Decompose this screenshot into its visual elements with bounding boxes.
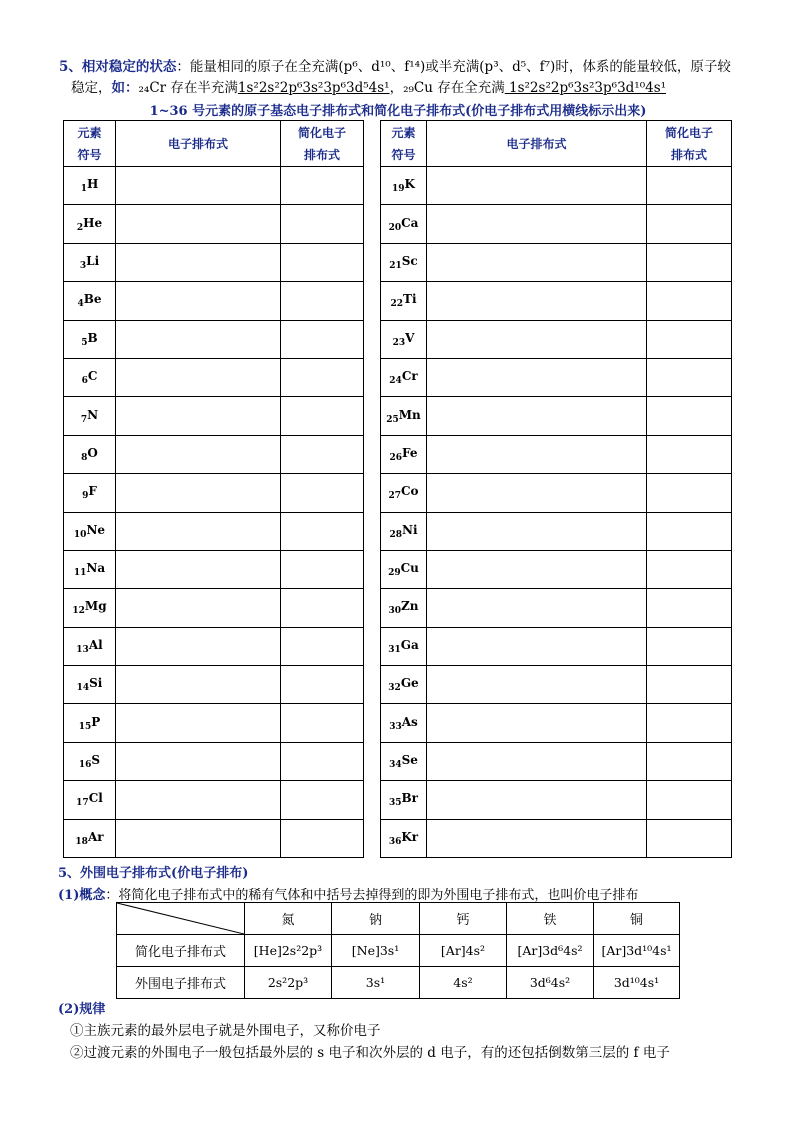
- header-element: 元素 符号: [64, 121, 116, 167]
- atomic-number: 22: [390, 299, 404, 310]
- config-value: [He]2s²2p³: [245, 935, 332, 967]
- symbol-text: Al: [88, 637, 103, 652]
- config-value: [Ar]3d⁶4s²: [507, 935, 594, 967]
- rule-2: ②过渡元素的外围电子一般包括最外层的 s 电子和次外层的 d 电子，有的还包括倒数第三层的 f 电子: [70, 1045, 670, 1061]
- short-config-cell[interactable]: [281, 742, 364, 780]
- atomic-number: 16: [78, 760, 92, 771]
- config-cell[interactable]: [427, 205, 647, 243]
- element-row: [381, 627, 732, 665]
- intro-text-2: 稳定，: [71, 80, 112, 96]
- element-column-header: 钠: [332, 903, 420, 935]
- atomic-number: 31: [388, 644, 401, 655]
- short-config-cell[interactable]: [281, 243, 364, 281]
- symbol-text: Fe: [402, 445, 418, 460]
- short-config-cell[interactable]: [647, 435, 732, 473]
- symbol-text: Ar: [87, 829, 104, 844]
- element-symbol: [381, 435, 427, 473]
- element-symbol: [381, 704, 427, 742]
- element-symbol: [64, 358, 116, 396]
- element-symbol: [64, 474, 116, 512]
- atomic-number: 24: [389, 376, 402, 387]
- atomic-number: 23: [392, 337, 406, 348]
- element-row: [381, 205, 732, 243]
- atomic-number: 29: [388, 568, 401, 579]
- element-table-right: [380, 120, 732, 858]
- config-cell[interactable]: [427, 512, 647, 550]
- rules-label: (2)规律: [58, 1002, 106, 1017]
- element-symbol: [64, 512, 116, 550]
- element-row: [381, 320, 732, 358]
- config-cell[interactable]: [427, 435, 647, 473]
- element-symbol: [381, 167, 427, 205]
- config-value: 3d⁶4s²: [507, 967, 594, 999]
- symbol-text: Li: [86, 253, 100, 268]
- element-row: [381, 167, 732, 205]
- element-row: [381, 282, 732, 320]
- element-row: [64, 589, 364, 627]
- element-symbol: [64, 589, 116, 627]
- atomic-number: 9: [82, 491, 89, 502]
- config-cell[interactable]: [427, 819, 647, 857]
- atomic-number: 19: [392, 184, 405, 195]
- element-symbol: [64, 282, 116, 320]
- short-config-cell[interactable]: [647, 167, 732, 205]
- element-row: [64, 512, 364, 550]
- concept-text: ：将简化电子排布式中的稀有气体和中括号去掉得到的即为外围电子排布式，也叫价电子排布: [105, 888, 639, 903]
- element-row: [381, 781, 732, 819]
- config-value: 4s²: [420, 967, 507, 999]
- short-config-cell[interactable]: [281, 589, 364, 627]
- short-config-cell[interactable]: [281, 666, 364, 704]
- symbol-text: H: [86, 177, 99, 192]
- config-cell[interactable]: [116, 397, 281, 435]
- intro-line-1: [59, 58, 749, 76]
- short-config-cell[interactable]: [281, 397, 364, 435]
- element-symbol: [381, 781, 427, 819]
- element-column-header: 铁: [507, 903, 594, 935]
- element-row: [381, 474, 732, 512]
- atomic-number: 2: [76, 222, 84, 233]
- table-header-row: [64, 121, 364, 167]
- symbol-text: N: [87, 407, 99, 422]
- row-label: 简化电子排布式: [117, 935, 245, 967]
- valence-table: [116, 902, 680, 999]
- element-symbol: [64, 627, 116, 665]
- config-cell[interactable]: [427, 742, 647, 780]
- atomic-number: 27: [388, 491, 401, 502]
- atomic-number: 5: [81, 337, 88, 348]
- config-cell[interactable]: [427, 282, 647, 320]
- diagonal-header-cell: [117, 903, 245, 935]
- intro-number: 5、: [59, 59, 82, 75]
- element-row: [381, 512, 732, 550]
- element-symbol: [381, 474, 427, 512]
- config-value: 2s²2p³: [245, 967, 332, 999]
- short-config-cell[interactable]: [647, 243, 732, 281]
- element-row: [381, 397, 732, 435]
- atomic-number: 20: [388, 222, 402, 233]
- short-config-cell[interactable]: [647, 704, 732, 742]
- symbol-text: Ga: [400, 637, 419, 652]
- symbol-text: Ne: [86, 522, 106, 537]
- element-symbol: [381, 282, 427, 320]
- config-cell[interactable]: [116, 550, 281, 588]
- element-symbol: [381, 627, 427, 665]
- symbol-text: Ca: [401, 215, 419, 230]
- short-config-cell[interactable]: [281, 435, 364, 473]
- short-config-cell[interactable]: [281, 474, 364, 512]
- atomic-number: 26: [389, 452, 403, 463]
- symbol-text: Mg: [84, 599, 107, 614]
- config-cell[interactable]: [116, 435, 281, 473]
- config-cell[interactable]: [116, 589, 281, 627]
- valence-row: [117, 935, 680, 967]
- element-row: [64, 550, 364, 588]
- element-row: [64, 474, 364, 512]
- element-symbol: [381, 666, 427, 704]
- atomic-number: 10: [73, 529, 87, 540]
- row-label: 外围电子排布式: [117, 967, 245, 999]
- section-valence-title: 5、外围电子排布式(价电子排布): [58, 866, 249, 881]
- element-row: [381, 358, 732, 396]
- symbol-text: Se: [401, 753, 418, 768]
- symbol-text: Zn: [401, 599, 419, 614]
- element-symbol: [64, 819, 116, 857]
- short-config-cell[interactable]: [281, 512, 364, 550]
- short-config-cell[interactable]: [281, 282, 364, 320]
- short-config-cell[interactable]: [281, 550, 364, 588]
- config-cell[interactable]: [427, 781, 647, 819]
- symbol-text: O: [87, 445, 98, 460]
- config-cell[interactable]: [427, 550, 647, 588]
- short-config-cell[interactable]: [647, 742, 732, 780]
- config-cell[interactable]: [116, 704, 281, 742]
- element-row: [64, 627, 364, 665]
- symbol-text: Ge: [400, 676, 419, 691]
- symbol-text: Kr: [401, 829, 419, 844]
- config-value: 3s¹: [332, 967, 420, 999]
- element-row: [64, 320, 364, 358]
- symbol-text: Sc: [401, 253, 418, 268]
- symbol-text: Br: [401, 791, 418, 806]
- atomic-number: 3: [79, 260, 87, 271]
- config-cell[interactable]: [427, 627, 647, 665]
- element-column-header: 氮: [245, 903, 332, 935]
- config-cell[interactable]: [116, 320, 281, 358]
- element-row: [64, 819, 364, 857]
- element-symbol: [381, 397, 427, 435]
- atomic-number: 17: [76, 798, 89, 809]
- element-row: [381, 819, 732, 857]
- valence-header-row: [117, 903, 680, 935]
- short-config-cell[interactable]: [647, 358, 732, 396]
- symbol-text: Cu: [400, 561, 419, 576]
- table-header-row: [381, 121, 732, 167]
- config-value: [Ar]3d¹⁰4s¹: [594, 935, 680, 967]
- config-cell[interactable]: [116, 243, 281, 281]
- symbol-text: Na: [86, 561, 106, 576]
- element-row: [64, 358, 364, 396]
- config-cell[interactable]: [427, 704, 647, 742]
- symbol-text: C: [87, 369, 98, 384]
- short-config-cell[interactable]: [281, 781, 364, 819]
- atomic-number: 12: [72, 606, 85, 617]
- element-row: [64, 205, 364, 243]
- config-cell[interactable]: [427, 397, 647, 435]
- element-symbol: [64, 704, 116, 742]
- short-config-cell[interactable]: [647, 781, 732, 819]
- short-config-cell[interactable]: [281, 704, 364, 742]
- atomic-number: 18: [75, 836, 88, 847]
- short-config-cell[interactable]: [647, 627, 732, 665]
- atomic-number: 28: [389, 529, 402, 540]
- config-value: 3d¹⁰4s¹: [594, 967, 680, 999]
- config-cell[interactable]: [427, 589, 647, 627]
- cu-text: ₂₉Cu 存在全充满: [403, 80, 505, 96]
- element-row: [64, 666, 364, 704]
- atomic-number: 35: [389, 798, 402, 809]
- config-cell[interactable]: [116, 627, 281, 665]
- element-table-left: [63, 120, 364, 858]
- element-row: [64, 282, 364, 320]
- atomic-number: 14: [76, 683, 90, 694]
- config-cell[interactable]: [427, 167, 647, 205]
- example-label: 如：: [111, 80, 139, 96]
- config-cell[interactable]: [116, 781, 281, 819]
- config-cell[interactable]: [116, 205, 281, 243]
- short-config-cell[interactable]: [647, 589, 732, 627]
- element-column-header: 钙: [420, 903, 507, 935]
- element-symbol: [64, 205, 116, 243]
- short-config-cell[interactable]: [281, 627, 364, 665]
- symbol-text: Co: [400, 484, 419, 499]
- short-config-cell[interactable]: [647, 205, 732, 243]
- config-cell[interactable]: [116, 819, 281, 857]
- atomic-number: 25: [386, 414, 399, 425]
- atomic-number: 30: [388, 606, 402, 617]
- symbol-text: As: [401, 714, 418, 729]
- intro-text-1: ：能量相同的原子在全充满(p⁶、d¹⁰、f¹⁴)或半充满(p³、d⁵、f⁷)时，体系的能量较低，原子较: [176, 59, 731, 75]
- element-symbol: [64, 397, 116, 435]
- element-symbol: [381, 358, 427, 396]
- atomic-number: 21: [389, 260, 402, 271]
- header-short: 简化电子 排布式: [647, 121, 732, 167]
- atomic-number: 36: [388, 836, 402, 847]
- short-config-cell[interactable]: [281, 167, 364, 205]
- config-cell[interactable]: [116, 512, 281, 550]
- element-symbol: [381, 819, 427, 857]
- symbol-text: B: [87, 330, 98, 345]
- config-cell[interactable]: [116, 666, 281, 704]
- cu-config: 1s²2s²2p⁶3s²3p⁶3d¹⁰4s¹: [504, 80, 667, 96]
- sep: ，: [389, 80, 404, 96]
- config-cell[interactable]: [116, 742, 281, 780]
- element-symbol: [64, 781, 116, 819]
- atomic-number: 7: [80, 414, 88, 425]
- config-value: [Ne]3s¹: [332, 935, 420, 967]
- symbol-text: V: [405, 330, 415, 345]
- header-element: 元素 符号: [381, 121, 427, 167]
- atomic-number: 33: [389, 721, 402, 732]
- atomic-number: 11: [73, 568, 87, 579]
- atomic-number: 4: [77, 299, 84, 310]
- element-symbol: [381, 320, 427, 358]
- config-cell[interactable]: [427, 320, 647, 358]
- atomic-number: 1: [80, 184, 87, 195]
- intro-heading: 相对稳定的状态: [81, 59, 177, 75]
- concept-line: [58, 884, 758, 903]
- symbol-text: Be: [83, 292, 102, 307]
- element-symbol: [64, 742, 116, 780]
- valence-row: [117, 967, 680, 999]
- short-config-cell[interactable]: [647, 320, 732, 358]
- config-cell[interactable]: [116, 358, 281, 396]
- element-symbol: [64, 435, 116, 473]
- table-title: 1~36 号元素的原子基态电子排布式和简化电子排布式(价电子排布式用横线标示出来): [149, 104, 647, 119]
- rule-1: ①主族元素的最外层电子就是外围电子，又称价电子: [70, 1023, 381, 1039]
- element-symbol: [64, 550, 116, 588]
- element-row: [381, 435, 732, 473]
- element-row: [381, 666, 732, 704]
- atomic-number: 13: [76, 644, 89, 655]
- short-config-cell[interactable]: [647, 819, 732, 857]
- config-cell[interactable]: [116, 282, 281, 320]
- element-symbol: [64, 243, 116, 281]
- element-row: [381, 243, 732, 281]
- element-row: [381, 742, 732, 780]
- symbol-text: P: [91, 714, 101, 729]
- short-config-cell[interactable]: [281, 320, 364, 358]
- element-row: [381, 550, 732, 588]
- symbol-text: Cr: [401, 369, 418, 384]
- short-config-cell[interactable]: [281, 358, 364, 396]
- element-column-header: 铜: [594, 903, 680, 935]
- short-config-cell[interactable]: [647, 550, 732, 588]
- element-row: [64, 397, 364, 435]
- short-config-cell[interactable]: [281, 819, 364, 857]
- symbol-text: Cl: [88, 791, 103, 806]
- element-row: [64, 435, 364, 473]
- element-symbol: [64, 167, 116, 205]
- element-row: [64, 167, 364, 205]
- config-cell[interactable]: [427, 358, 647, 396]
- element-row: [381, 704, 732, 742]
- symbol-text: F: [88, 484, 97, 499]
- short-config-cell[interactable]: [281, 205, 364, 243]
- header-config: 电子排布式: [116, 121, 281, 167]
- symbol-text: Si: [89, 676, 103, 691]
- element-row: [64, 742, 364, 780]
- symbol-text: Ti: [403, 292, 417, 307]
- element-symbol: [64, 666, 116, 704]
- atomic-number: 32: [388, 683, 401, 694]
- element-symbol: [381, 742, 427, 780]
- element-symbol: [381, 205, 427, 243]
- symbol-text: K: [404, 177, 415, 192]
- cr-text: ₂₄Cr 存在半充满: [138, 80, 238, 96]
- atomic-number: 8: [81, 452, 88, 463]
- intro-line-2: [71, 79, 751, 97]
- element-row: [64, 243, 364, 281]
- element-row: [64, 781, 364, 819]
- cr-config: 1s²2s²2p⁶3s²3p⁶3d⁵4s¹: [237, 80, 390, 96]
- element-symbol: [381, 589, 427, 627]
- short-config-cell[interactable]: [647, 397, 732, 435]
- element-symbol: [381, 512, 427, 550]
- symbol-text: Ni: [402, 522, 418, 537]
- short-config-cell[interactable]: [647, 474, 732, 512]
- element-row: [381, 589, 732, 627]
- config-cell[interactable]: [116, 474, 281, 512]
- atomic-number: 6: [81, 376, 88, 387]
- element-symbol: [381, 243, 427, 281]
- symbol-text: S: [91, 753, 101, 768]
- config-cell[interactable]: [427, 474, 647, 512]
- atomic-number: 15: [78, 721, 92, 732]
- config-cell[interactable]: [116, 167, 281, 205]
- short-config-cell[interactable]: [647, 282, 732, 320]
- header-short: 简化电子 排布式: [281, 121, 364, 167]
- config-value: [Ar]4s²: [420, 935, 507, 967]
- config-cell[interactable]: [427, 666, 647, 704]
- atomic-number: 34: [389, 760, 402, 771]
- header-config: 电子排布式: [427, 121, 647, 167]
- short-config-cell[interactable]: [647, 666, 732, 704]
- symbol-text: He: [83, 215, 103, 230]
- symbol-text: Mn: [398, 407, 421, 422]
- concept-label: (1)概念: [58, 888, 106, 903]
- element-row: [64, 704, 364, 742]
- short-config-cell[interactable]: [647, 512, 732, 550]
- config-cell[interactable]: [427, 243, 647, 281]
- element-symbol: [64, 320, 116, 358]
- element-symbol: [381, 550, 427, 588]
